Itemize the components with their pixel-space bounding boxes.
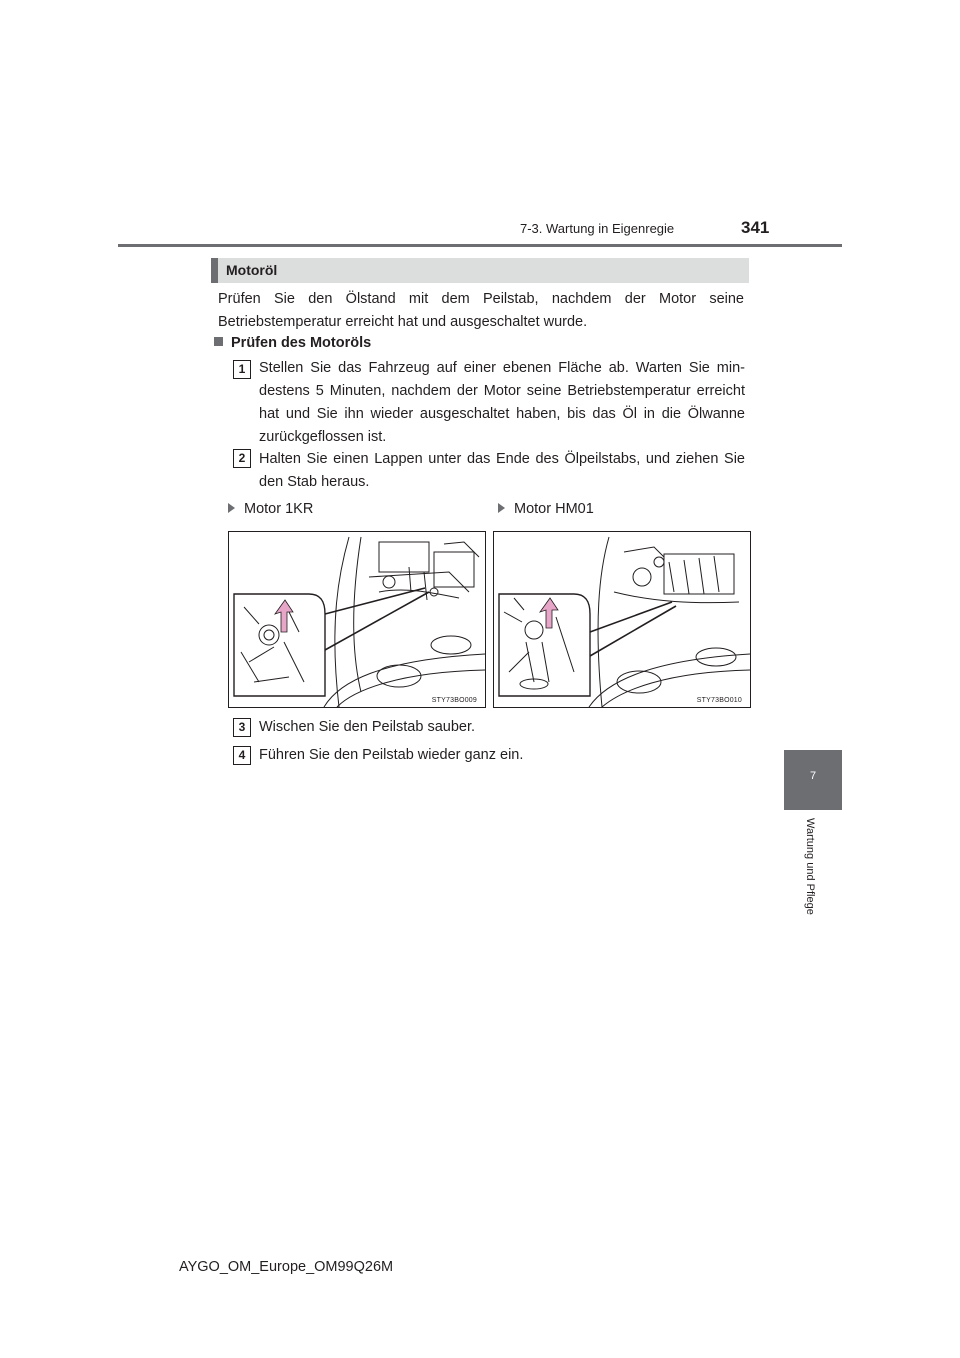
step-2-text: Halten Sie einen Lappen unter das Ende des Ölpeilstabs, und ziehen Sie den Stab heraus. bbox=[259, 451, 745, 490]
engine-figure-hm01 bbox=[493, 531, 751, 708]
header-rule bbox=[118, 244, 842, 247]
chapter-number: 7 bbox=[809, 770, 817, 782]
section-heading-bar bbox=[211, 258, 749, 283]
step-1-text: Stellen Sie das Fahrzeug auf einer ebenen Fläche ab. Warten Sie min-destens 5 Minuten, nachdem der Motor seine Betriebstemperatur erreicht hat und Sie ihn wieder ausgeschaltet haben, bis das Öl in die Ölwanne zurückgeflossen ist. bbox=[259, 360, 745, 445]
page-number: 341 bbox=[741, 218, 770, 237]
heading-accent bbox=[211, 258, 218, 283]
engine-illustration bbox=[229, 532, 485, 707]
section-reference: 7-3. Wartung in Eigenregie bbox=[520, 221, 675, 236]
sub-heading bbox=[214, 335, 371, 351]
chapter-caption: Wartung und Pflege bbox=[804, 818, 816, 915]
variant-2-text: Motor HM01 bbox=[514, 501, 594, 517]
step-number-1: 1 bbox=[233, 360, 251, 379]
sub-heading-text: Prüfen des Motoröls bbox=[231, 335, 372, 351]
engine-figure-1kr bbox=[228, 531, 486, 708]
variant-label-1kr bbox=[228, 501, 313, 517]
triangle-bullet-icon bbox=[498, 503, 505, 513]
chapter-tab bbox=[784, 750, 842, 810]
triangle-bullet-icon bbox=[228, 503, 235, 513]
step-4-text: Führen Sie den Peilstab wieder ganz ein. bbox=[259, 747, 524, 763]
variant-1-text: Motor 1KR bbox=[244, 501, 314, 517]
square-bullet-icon bbox=[214, 337, 223, 346]
section-title: Motoröl bbox=[226, 262, 278, 278]
figure-code: STY73BO009 bbox=[431, 697, 477, 704]
step-number-2: 2 bbox=[233, 449, 251, 468]
figure-code: STY73BO010 bbox=[696, 697, 742, 704]
variant-label-hm01 bbox=[498, 501, 594, 517]
engine-illustration bbox=[494, 532, 750, 707]
footer-doc-id: AYGO_OM_Europe_OM99Q26M bbox=[179, 1259, 394, 1275]
step-number-4: 4 bbox=[233, 746, 251, 765]
step-3-text: Wischen Sie den Peilstab sauber. bbox=[259, 719, 476, 735]
step-number-3: 3 bbox=[233, 718, 251, 737]
intro-paragraph: Prüfen Sie den Ölstand mit dem Peilstab, nachdem der Motor seine Betriebstemperatur erreicht hat und ausgeschaltet wurde. bbox=[218, 291, 744, 330]
